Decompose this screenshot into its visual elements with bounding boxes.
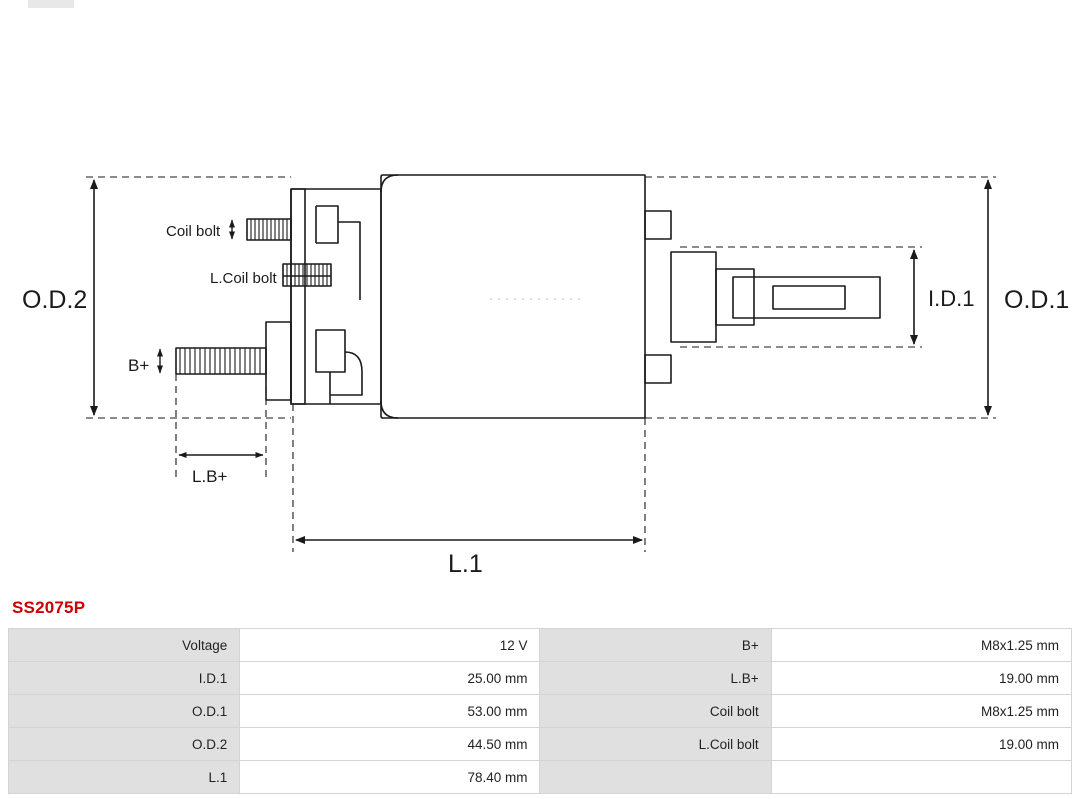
label-od2: O.D.2 [22, 286, 88, 314]
spec-value-lbplus: 19.00 mm [771, 662, 1071, 695]
specifications-table [8, 628, 1072, 794]
spec-value-id1: 25.00 mm [240, 662, 540, 695]
spec-value-coil-bolt: M8x1.25 mm [771, 695, 1071, 728]
spec-label-coil-bolt: Coil bolt [540, 695, 771, 728]
spec-value-voltage: 12 V [240, 629, 540, 662]
table-row [9, 728, 1072, 761]
spec-label-id1: I.D.1 [9, 662, 240, 695]
spec-label-od1: O.D.1 [9, 695, 240, 728]
spec-value-od2: 44.50 mm [240, 728, 540, 761]
spec-label-l1: L.1 [9, 761, 240, 794]
spec-label-od2: O.D.2 [9, 728, 240, 761]
label-lbplus: L.B+ [192, 467, 228, 486]
label-id1: I.D.1 [928, 286, 975, 311]
spec-label-empty [540, 761, 771, 794]
table-row [9, 761, 1072, 794]
spec-value-od1: 53.00 mm [240, 695, 540, 728]
spec-value-l-coil-bolt: 19.00 mm [771, 728, 1071, 761]
label-l-coil-bolt: L.Coil bolt [210, 270, 277, 287]
label-coil-bolt: Coil bolt [166, 223, 221, 240]
table-row [9, 629, 1072, 662]
spec-label-bplus: B+ [540, 629, 771, 662]
spec-label-l-coil-bolt: L.Coil bolt [540, 728, 771, 761]
spec-value-bplus: M8x1.25 mm [771, 629, 1071, 662]
table-row [9, 695, 1072, 728]
spec-value-empty [771, 761, 1071, 794]
label-od1: O.D.1 [1004, 286, 1070, 314]
label-bplus: B+ [128, 356, 150, 375]
table-row [9, 662, 1072, 695]
spec-value-l1: 78.40 mm [240, 761, 540, 794]
part-number: SS2075P [12, 598, 86, 617]
spec-label-voltage: Voltage [9, 629, 240, 662]
label-l1: L.1 [448, 550, 483, 578]
spec-label-lbplus: L.B+ [540, 662, 771, 695]
